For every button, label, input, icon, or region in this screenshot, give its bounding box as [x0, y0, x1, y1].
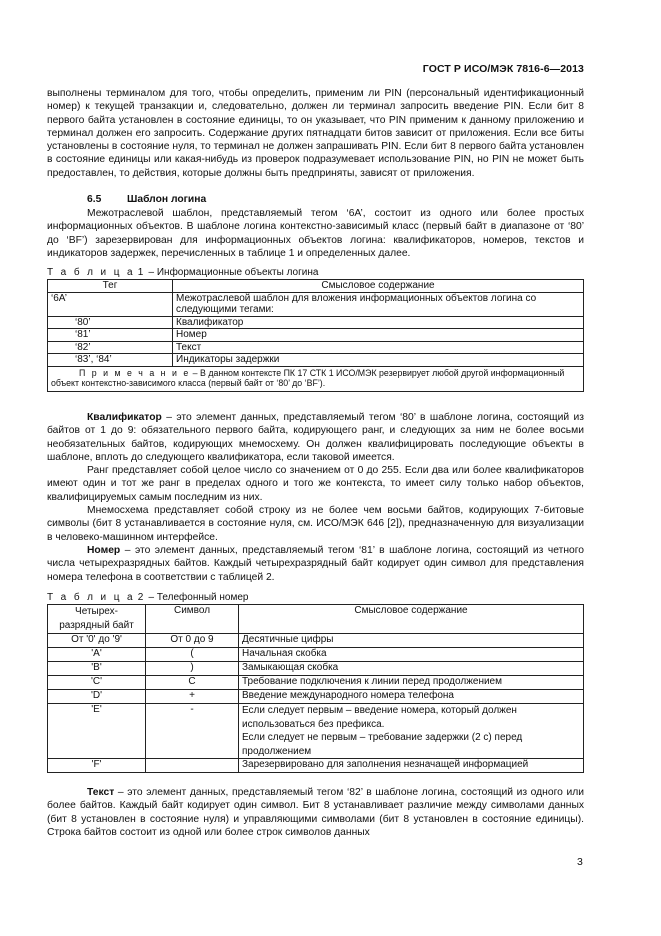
- table2-header-row: [48, 605, 584, 634]
- table-row: [48, 354, 584, 367]
- section-title: Шаблон логина: [127, 194, 207, 205]
- table2-caption-number: 2: [137, 592, 146, 603]
- table2-caption: [47, 592, 249, 604]
- section-text: Межотраслевой шаблон, представляемый тегом ‘6A’, состоит из одного или более простых информационных объектов. В шаблоне логина контекстно-зависимый класс (первый байт в диапазоне от ‘80’ до ‘BF’) зарезервирован для информационных объектов логина: квалификаторов, номеров, текстов и индикаторов задержек, перечисленных в таблице 1 и определенных далее.: [47, 208, 584, 259]
- table-row: [48, 759, 584, 773]
- page-number: 3: [577, 856, 583, 868]
- table1-tag: ‘6A’: [48, 292, 173, 316]
- table1-content: Индикаторы задержки: [173, 354, 584, 367]
- table-row: [48, 329, 584, 342]
- table1-header-content: Смысловое содержание: [173, 280, 584, 293]
- table1-note-prefix: П р и м е ч а н и е: [79, 367, 191, 378]
- table1-note-row: [48, 366, 584, 391]
- table2-byte: 'E': [48, 704, 146, 759]
- table2: [47, 604, 584, 773]
- table1-tag: ‘83’, ‘84’: [48, 354, 173, 367]
- table2-symbol: От 0 до 9: [146, 634, 239, 648]
- table2-byte: От '0' до '9': [48, 634, 146, 648]
- table1-content: Межотраслевой шаблон для вложения информационных объектов логина со следующими тегами:: [173, 292, 584, 316]
- table2-symbol: C: [146, 676, 239, 690]
- table-row: [48, 704, 584, 759]
- text-section: [47, 786, 584, 839]
- section-paragraph: [47, 207, 584, 260]
- table1-content: Номер: [173, 329, 584, 342]
- table1-content: Квалификатор: [173, 316, 584, 329]
- table2-header-symbol: Символ: [146, 605, 239, 634]
- table2-header-content: Смысловое содержание: [239, 605, 584, 634]
- qualifier-term: Квалификатор: [87, 412, 162, 423]
- table-row: [48, 316, 584, 329]
- table1-caption: [47, 267, 318, 279]
- table-row: [48, 648, 584, 662]
- number-text: – это элемент данных, представляемый тегом ‘81’ в шаблоне логина, состоящий из четного числа четырехразрядных байтов. Каждый четырехразрядный байт кодирует один символ для представления номера телефона в соответствии с таблицей 2.: [47, 544, 584, 583]
- qualifier-paragraph: [47, 411, 584, 464]
- table2-byte: 'D': [48, 690, 146, 704]
- table2-content: Требование подключения к линии перед продолжением: [239, 676, 584, 690]
- table1-caption-prefix: Т а б л и ц а: [47, 267, 135, 278]
- table1-tag: ‘82’: [48, 341, 173, 354]
- text-definition: – это элемент данных, представляемый тегом ‘82’ в шаблоне логина, состоящий из одного или более байтов. Каждый байт кодирует один символ. Бит 8 устанавливает различие между символами данных (бит 8 установлен в состояние нуля) и управляющими символами (бит 8 установлен в состояние единицы). Строка байтов состоит из одной или более строк символов данных: [47, 787, 584, 838]
- table2-content-line1: Если следует первым – введение номера, который должен использоваться без префикса.: [242, 705, 517, 730]
- table2-content: [239, 704, 584, 759]
- text-term: Текст: [87, 787, 115, 798]
- table2-content: Зарезервировано для заполнения незначащей информацией: [239, 759, 584, 773]
- table-row: [48, 634, 584, 648]
- text-paragraph: [47, 786, 584, 839]
- table1-header-row: [48, 280, 584, 293]
- table1-caption-number: 1: [137, 267, 146, 278]
- table2-content: Введение международного номера телефона: [239, 690, 584, 704]
- table2-symbol: (: [146, 648, 239, 662]
- table1-tag: ‘80’: [48, 316, 173, 329]
- table2-caption-prefix: Т а б л и ц а: [47, 592, 135, 603]
- table2-content-line2: Если следует не первым – требование задержки (2 с) перед продолжением: [242, 732, 523, 757]
- qualifier-text: – это элемент данных, представляемый тегом ‘80’ в шаблоне логина, состоящий из байтов от 1 до 9: обязательного первого байта, кодирующего ранг, и следующих за ним не более восьми необязательных байтов, кодирующих мнемосхему. Он должен квалифицировать последующие объекты в шаблоне, вплоть до следующего квалификатора, если таковой имеется.: [47, 412, 584, 463]
- table1-content: Текст: [173, 341, 584, 354]
- qualifier-section: [47, 411, 584, 584]
- table2-content: Десятичные цифры: [239, 634, 584, 648]
- mnemonic-paragraph: Мнемосхема представляет собой строку из не более чем восьми байтов, кодирующих 7-битовые символы (бит 8 устанавливается в состояние нуля, см. ИСО/МЭК 646 [2]), предназначенную для визуализации в человеко-машинном интерфейсе.: [47, 505, 584, 543]
- table2-symbol: ): [146, 662, 239, 676]
- table1-caption-text: – Информационные объекты логина: [148, 267, 319, 278]
- table2-header-byte: Четырех-разрядный байт: [48, 605, 146, 634]
- table1-header-tag: Тег: [48, 280, 173, 293]
- table2-symbol: [146, 759, 239, 773]
- number-term: Номер: [87, 544, 121, 556]
- table-row: [48, 690, 584, 704]
- section-heading: [87, 194, 206, 205]
- intro-paragraph: [47, 87, 584, 180]
- table2-symbol: +: [146, 690, 239, 704]
- table-row: [48, 292, 584, 316]
- table-row: [48, 662, 584, 676]
- table2-content: Замыкающая скобка: [239, 662, 584, 676]
- table2-caption-text: – Телефонный номер: [148, 592, 249, 603]
- table2-content: Начальная скобка: [239, 648, 584, 662]
- table2-byte: 'F': [48, 759, 146, 773]
- number-paragraph: [47, 544, 584, 584]
- table1-tag: ‘81’: [48, 329, 173, 342]
- table1: [47, 279, 584, 392]
- intro-text: выполнены терминалом для того, чтобы определить, применим ли PIN (персональный идентификационный номер) к текущей транзакции и, следовательно, должен ли терминал запросить введение PIN. Если бит 8 первого байта установлен в состояние единицы, то он указывает, что PIN применим к данному приложению и терминал должен его запросить. Содержание других пятнадцати битов зависит от приложения. Если все биты установлены в состояние нуля, то терминал не должен запрашивать PIN. Если бит 8 первого байта установлен в состояние единицы или какая-нибудь из проверок подразумевает использование PIN, но PIN не может быть предоставлен, то действия, которые должны быть предприняты, зависят от приложения.: [47, 88, 584, 179]
- section-number: 6.5: [87, 194, 102, 205]
- table2-byte: 'A': [48, 648, 146, 662]
- rank-paragraph: Ранг представляет собой целое число со значением от 0 до 255. Если два или более квалификаторов имеют один и тот же ранг в пределах одного и того же контекста, то имеет силу только набор объектов, квалифицируемых самым последним из них.: [47, 465, 584, 503]
- table-row: [48, 676, 584, 690]
- table2-byte: 'C': [48, 676, 146, 690]
- table1-note: [48, 366, 584, 391]
- document-header: ГОСТ Р ИСО/МЭК 7816-6—2013: [422, 63, 584, 75]
- table1-note-text: – В данном контексте ПК 17 СТК 1 ИСО/МЭК резервирует любой другой информационный объект контекстно-зависимого класса (первый байт от ‘80’ до ‘BF’).: [51, 367, 565, 388]
- table2-byte: 'B': [48, 662, 146, 676]
- table2-symbol: -: [146, 704, 239, 759]
- table-row: [48, 341, 584, 354]
